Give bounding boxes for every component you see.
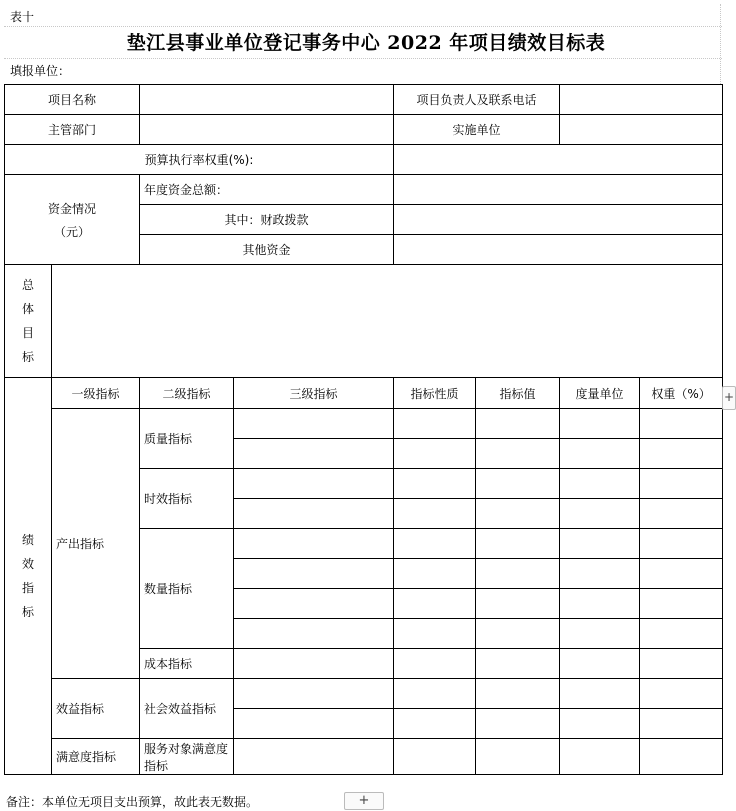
overall-goal-label (5, 265, 52, 378)
cell[interactable] (394, 709, 476, 739)
table-label: 表十 (10, 10, 35, 24)
cell[interactable] (560, 439, 640, 469)
cell[interactable] (640, 679, 723, 709)
cell[interactable] (640, 619, 723, 649)
level1-satisfaction: 满意度指标 (52, 739, 140, 775)
goal-char: 目 (21, 326, 34, 340)
cell[interactable] (476, 439, 560, 469)
cell[interactable] (560, 589, 640, 619)
level2-timeliness: 时效指标 (140, 469, 234, 529)
cell[interactable] (394, 529, 476, 559)
filler-unit-label: 填报单位： (10, 64, 71, 78)
other-funds-value[interactable] (394, 235, 723, 265)
cell[interactable] (560, 559, 640, 589)
other-funds-label: 其他资金 (140, 235, 394, 265)
funds-label (5, 175, 140, 265)
page-title: 垫江县事业单位登记事务中心 2022 年项目绩效目标表 (126, 32, 606, 54)
cell[interactable] (394, 439, 476, 469)
cell[interactable] (234, 709, 394, 739)
executor-value[interactable] (560, 115, 723, 145)
cell[interactable] (560, 529, 640, 559)
add-sheet-button[interactable]: + (344, 792, 384, 810)
perf-char: 指 (21, 581, 34, 595)
funds-title: 资金情况 (48, 201, 97, 216)
perf-char: 绩 (21, 533, 34, 547)
cell[interactable] (476, 559, 560, 589)
cell[interactable] (560, 499, 640, 529)
supervisor-label: 主管部门 (5, 115, 140, 145)
project-contact-label: 项目负责人及联系电话 (394, 85, 560, 115)
cell[interactable] (234, 649, 394, 679)
cell[interactable] (234, 409, 394, 439)
perf-char: 标 (21, 605, 34, 619)
gridline (4, 26, 722, 27)
goal-char: 标 (21, 350, 34, 364)
budget-rate-value[interactable] (394, 145, 723, 175)
cell[interactable] (640, 469, 723, 499)
cell[interactable] (234, 739, 394, 775)
cell[interactable] (640, 709, 723, 739)
cell[interactable] (560, 409, 640, 439)
cell[interactable] (560, 619, 640, 649)
cell[interactable] (476, 409, 560, 439)
cell[interactable] (476, 499, 560, 529)
goal-char: 体 (21, 302, 34, 316)
cell[interactable] (476, 679, 560, 709)
cell[interactable] (394, 499, 476, 529)
level2-quality: 质量指标 (140, 409, 234, 469)
supervisor-value[interactable] (140, 115, 394, 145)
cell[interactable] (560, 469, 640, 499)
cell[interactable] (640, 589, 723, 619)
cell[interactable] (640, 409, 723, 439)
cell[interactable] (394, 649, 476, 679)
cell[interactable] (394, 739, 476, 775)
fiscal-label: 其中：财政拨款 (140, 205, 394, 235)
cell[interactable] (560, 709, 640, 739)
annual-total-value[interactable] (394, 175, 723, 205)
cell[interactable] (234, 529, 394, 559)
cell[interactable] (560, 739, 640, 775)
cell[interactable] (640, 739, 723, 775)
perf-char: 效 (21, 557, 34, 571)
header-value: 指标值 (476, 378, 560, 409)
budget-rate-label: 预算执行率权重(%): (5, 145, 394, 175)
project-name-value[interactable] (140, 85, 394, 115)
cell[interactable] (640, 439, 723, 469)
cell[interactable] (234, 619, 394, 649)
cell[interactable] (394, 589, 476, 619)
cell[interactable] (560, 649, 640, 679)
cell[interactable] (476, 709, 560, 739)
level2-social: 社会效益指标 (140, 679, 234, 739)
cell[interactable] (234, 559, 394, 589)
cell[interactable] (234, 679, 394, 709)
performance-label (5, 378, 52, 775)
header-unit: 度量单位 (560, 378, 640, 409)
header-level1: 一级指标 (52, 378, 140, 409)
level2-cost: 成本指标 (140, 649, 234, 679)
cell[interactable] (476, 589, 560, 619)
add-column-button[interactable]: + (722, 386, 736, 410)
cell[interactable] (476, 529, 560, 559)
cell[interactable] (394, 679, 476, 709)
funds-unit: （元） (54, 224, 91, 239)
cell[interactable] (640, 529, 723, 559)
cell[interactable] (476, 469, 560, 499)
level2-quantity: 数量指标 (140, 529, 234, 649)
level1-benefit: 效益指标 (52, 679, 140, 739)
level2-service: 服务对象满意度指标 (140, 739, 234, 775)
cell[interactable] (234, 469, 394, 499)
cell[interactable] (394, 559, 476, 589)
footnote: 备注：本单位无项目支出预算，故此表无数据。 (6, 795, 259, 809)
cell[interactable] (476, 649, 560, 679)
cell[interactable] (394, 619, 476, 649)
header-level2: 二级指标 (140, 378, 234, 409)
header-weight: 权重（%） (640, 378, 723, 409)
project-name-label: 项目名称 (5, 85, 140, 115)
cell[interactable] (234, 499, 394, 529)
performance-table (4, 84, 723, 775)
cell[interactable] (640, 559, 723, 589)
cell[interactable] (394, 409, 476, 439)
cell[interactable] (640, 499, 723, 529)
level1-output: 产出指标 (52, 409, 140, 679)
cell[interactable] (476, 739, 560, 775)
gridline (4, 58, 722, 59)
executor-label: 实施单位 (394, 115, 560, 145)
annual-total-label: 年度资金总额： (140, 175, 394, 205)
cell[interactable] (476, 619, 560, 649)
goal-char: 总 (21, 278, 34, 292)
cell[interactable] (560, 679, 640, 709)
cell[interactable] (234, 439, 394, 469)
fiscal-value[interactable] (394, 205, 723, 235)
cell[interactable] (234, 589, 394, 619)
header-level3: 三级指标 (234, 378, 394, 409)
cell[interactable] (640, 649, 723, 679)
cell[interactable] (394, 469, 476, 499)
project-contact-value[interactable] (560, 85, 723, 115)
overall-goal-value[interactable] (52, 265, 723, 378)
header-nature: 指标性质 (394, 378, 476, 409)
